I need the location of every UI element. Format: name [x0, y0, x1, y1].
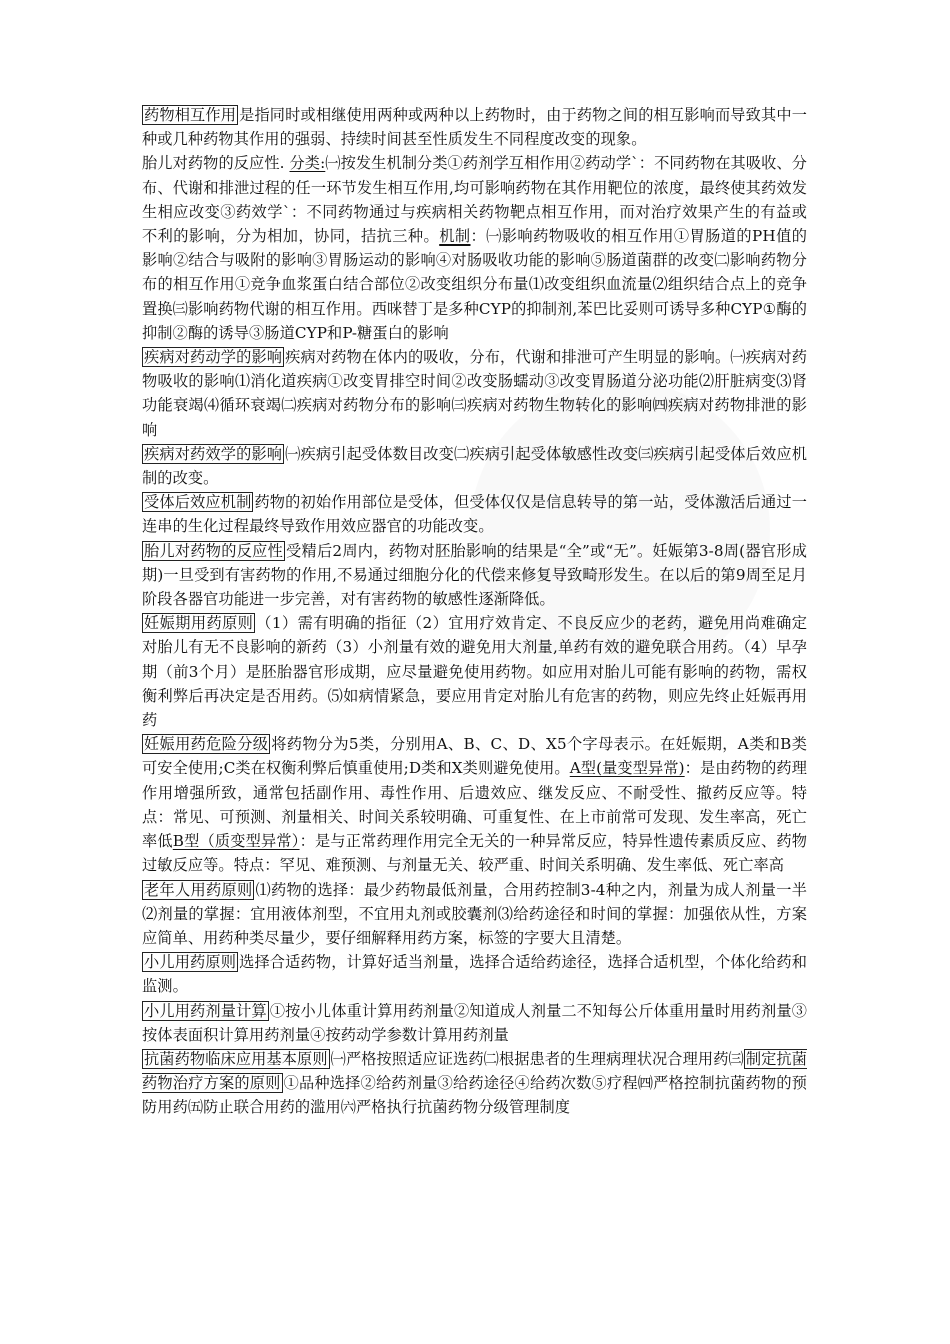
term-box: 疾病对药动学的影响	[144, 348, 283, 367]
section-text: ⑴药物的选择：最少药物最低剂量，合用药控制3-4种之内，剂量为成人剂量一半⑵剂量的掌握：宜用液体剂型，不宜用丸剂或胶囊剂⑶给药途径和时间的掌握：加强依从性，方案应简单、用药种类尽量少，要仔细解释用药方案，标签的字要大且清楚。	[142, 880, 807, 947]
section-disease-pd	[142, 442, 807, 490]
section-text: ：是由药物的药理作用增强所致，通常包括副作用、毒性作用、后遗效应、继发反应、不耐受性、撤药反应等。特点：常见、可预测、剂量相关、时间关系较明确、可重复性、在上市前常可发现、发生率高，死亡率低	[142, 759, 807, 851]
underlined-term: A型(量变型异常)	[569, 759, 685, 778]
term-box: 小儿用药原则	[144, 953, 237, 972]
section-text: ㈠按发生机制分类①药剂学互相作用②药动学`：不同药物在其吸收、分布、代谢和排泄过程的任一环节发生相互作用,均可影响药物在其作用靶位的浓度，最终使其药效发生相应改变③药效学`：不同药物通过与疾病相关药物靶点相互作用，而对治疗效果产生的有益或不利的影响，分为相加，协同，拮抗三种。	[142, 154, 808, 246]
section-text: ㈠严格按照适应证选药㈡根据患者的生理病理状况合理用药㈢	[330, 1049, 744, 1068]
section-pediatric-dosage	[142, 999, 807, 1047]
section-post-receptor	[142, 490, 807, 538]
section-text: 药物的初始作用部位是受体，但受体仅仅是信息转导的第一站，受体激活后通过一连串的生化过程最终导致作用效应器官的功能改变。	[142, 493, 807, 536]
term-box: 疾病对药效学的影响	[144, 444, 283, 463]
section-classification	[142, 151, 807, 345]
document-body	[142, 103, 807, 1120]
term-box: 抗菌药物临床应用基本原则	[144, 1049, 328, 1068]
section-text: 疾病对药物在体内的吸收，分布，代谢和排泄可产生明显的影响。㈠疾病对药物吸收的影响⑴消化道疾病①改变胃排空时间②改变肠蠕动③改变胃肠道分泌功能⑵肝脏病变⑶肾功能衰竭⑷循环衰竭㈡疾病对药物分布的影响㈢疾病对药物生物转化的影响㈣疾病对药物排泄的影响	[142, 348, 807, 439]
section-pediatric-principles	[142, 950, 807, 998]
section-antibiotic-principles	[142, 1047, 807, 1120]
section-disease-pk	[142, 345, 807, 442]
term-box: 药物相互作用	[144, 106, 237, 124]
section-elderly-principles	[142, 878, 807, 951]
section-text: 受精后2周内，药物对胚胎影响的结果是“全”或“无”。妊娠第3-8周(器官形成期)一旦受到有害药物的作用,不易通过细胞分化的代偿来修复导致畸形发生。在以后的第9周至足月阶段各器官功能进一步完善，对有害药物的敏感性逐渐降低。	[142, 541, 808, 609]
section-text: （1）需有明确的指征（2）宜用疗效肯定、不良反应少的老药，避免用尚难确定对胎儿有无不良影响的新药（3）小剂量有效的避免用大剂量,单药有效的避免联合用药。（4）早孕期（前3个月）是胚胎器官形成期，应尽量避免使用药物。如应用对胎儿可能有影响的药物，需权衡利弊后再决定是否用药。⑸如病情紧急，要应用肯定对胎儿有危害的药物，则应先终止妊娠再用药	[142, 614, 807, 730]
term-box: 老年人用药原则	[144, 880, 253, 899]
term-box: 制定抗菌药物治疗方案的原则	[142, 1049, 808, 1093]
section-text: ：㈠影响药物吸收的相互作用①胃肠道的PH值的影响②结合与吸附的影响③胃肠运动的影响④对肠吸收功能的影响⑤肠道菌群的改变㈡影响药物分布的相互作用①竞争血浆蛋白结合部位②改变组织分布量⑴改变组织血流量⑵组织结合点上的竞争置换㈢影响药物代谢的相互作用。西咪替丁是多种CYP的抑制剂,苯巴比妥则可诱导多种CYP①酶的抑制②酶的诱导③肠道CYP和P-糖蛋白的影响	[142, 227, 808, 342]
section-text: ①品种选择②给药剂量③给药途径④给药次数⑤疗程㈣严格控制抗菌药物的预防用药㈤防止联合用药的滥用㈥严格执行抗菌药物分级管理制度	[142, 1074, 808, 1117]
term-box: 妊娠期用药原则	[144, 614, 254, 633]
term-box: 胎儿对药物的反应性	[144, 541, 284, 560]
section-text: 将药物分为5类，分别用A、B、C、D、X5个字母表示。在妊娠期，A类和B类可安全使用;C类在权衡利弊后慎重使用;D类和X类则避免使用。	[142, 735, 807, 778]
section-text: ：是与正常药理作用完全无关的一种异常反应，特异性遗传素质反应、药物过敏反应等。特点：罕见、难预测、与剂量无关、较严重、时间关系明确、发生率低、死亡率高	[142, 832, 807, 875]
underlined-term: 机制	[439, 227, 471, 246]
term-box: 妊娠用药危险分级	[144, 735, 269, 754]
section-fetal-response	[142, 539, 807, 612]
term-box: 小儿用药剂量计算	[144, 1001, 267, 1020]
section-pregnancy-risk	[142, 732, 807, 877]
underlined-term: 分类:	[289, 154, 326, 173]
section-drug-interaction	[142, 103, 807, 151]
section-text: 选择合适药物，计算好适当剂量，选择合适给药途径，选择合适机型，个体化给药和监测。	[142, 953, 807, 996]
section-pregnancy-principles	[142, 611, 807, 732]
section-text: ①按小儿体重计算用药剂量②知道成人剂量二不知每公斤体重用量时用药剂量③按体表面积计算用药剂量④按药动学参数计算用药剂量	[142, 1001, 807, 1044]
underlined-term: B型（质变型异常）	[172, 832, 300, 851]
term-box: 受体后效应机制	[144, 493, 252, 512]
section-text: 是指同时或相继使用两种或两种以上药物时，由于药物之间的相互影响而导致其中一种或几种药物其作用的强弱、持续时间甚至性质发生不同程度改变的现象。	[142, 106, 807, 149]
section-text: ㈠疾病引起受体数目改变㈡疾病引起受体敏感性改变㈢疾病引起受体后效应机制的改变。	[142, 444, 807, 488]
section-text: 胎儿对药物的反应性.	[142, 154, 290, 173]
